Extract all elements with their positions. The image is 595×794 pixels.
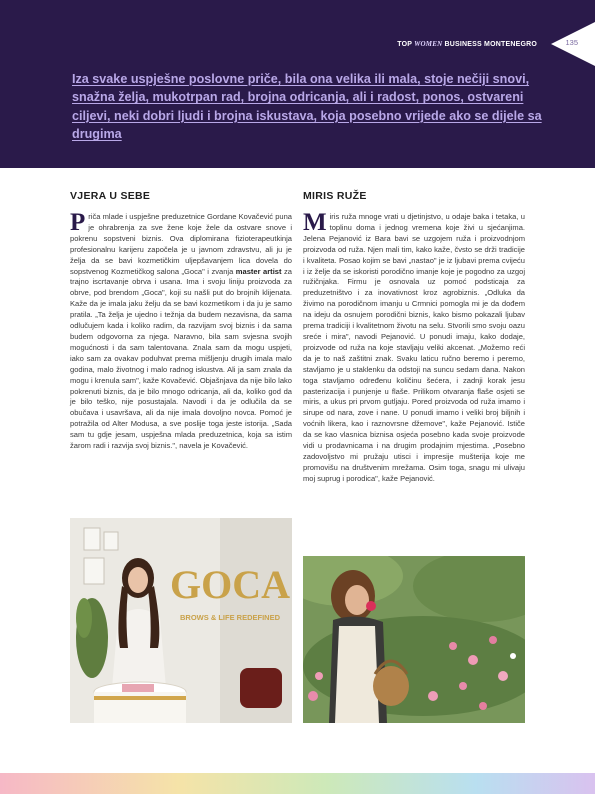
rose-garden-photo: [303, 556, 525, 723]
pull-quote: Iza svake uspješne poslovne priče, bila ona velika ili mala, stoje nečiji snovi, snažna želja, mukotrpan rad, brojna odricanja, ali i radost, ponos, ostvareni ciljevi, neki dobri ljudi i brojna iskustava, koja posebno vrijede ako se dijele sa drugima: [72, 72, 542, 142]
section-title-miris: MIRIS RUŽE: [303, 190, 367, 202]
header-banner: [0, 0, 595, 168]
rose-garden-illustration: [303, 556, 525, 723]
running-head-accent: WOMEN: [414, 40, 443, 48]
running-head-pre: TOP: [397, 41, 412, 48]
salon-sign-subtext: BROWS & LIFE REDEFINED: [180, 613, 281, 622]
right-column: [303, 190, 525, 485]
right-text: iris ruža mnoge vrati u djetinjstvo, u odaje baka i tetaka, u toplinu doma i jednog vremena koje živi u sjećanjima. Jelena Pejanović iz Bara bavi se uzgojem ruža i proizvodnjom proizvoda od ruža. Njen mali tim, kako kaže, čvsto se drži tradicije i kvaliteta. Posao kojim se bavi „nastao" je iz ljubavi prema cvijeću i iz želje da se iskoristi porodično imanje koje je pogodno za uzgoj ružičnjaka. Firmu je osnovala uz pomoć podsticaja za preduzetništvo i za inovativnost kroz agrobiznis. „Odluka da živimo na porodičnom imanju u Crmnici pomogla mi je da dođem na ideju da osnujem porodični biznis, kako bismo pokazali ljubav prema tradiciji i kvalitetnom životu na selu. Stvorili smo svoju oazu sreće i mira", navodi Pejanović. U ponudi imaju, kako dodaje, proizvode od ruža na koje stavljaju veliki akcenat. „Možemo reći da je to naš zaštitni znak. Svaku laticu ručno beremo i peremo, stavljamo je u staklenku da odstoji na suncu sedam dana. Nakon toga stavljamo određenu količinu šećera, i zadnji korak jesu pasterizacija i punjenje u flaše. Prilikom otvaranja flaše osjeti se miris, a ukus pri prvom gutljaju. Pored proizvoda od ruža imamo i sirupe od nara, zove i nane. U ponudi imamo i veliki broj biljnih i voćnih likera, kao i raznovrsne džemove", kaže Pejanović. Ističe da se kao vlasnica biznisa osjeća posebno kada svoje proizvode vidi u prodavnicama i na drugim prodajnim mjestima. „Posebno zadovoljstvo mi pružaju utisci i impresije mušterija koje me promovišu na društvenim mrežama. Osim toga, snagu mi ulivaju moj suprug i porodica", kaže Pejanović.: [303, 212, 525, 483]
page-number: 135: [565, 38, 578, 47]
left-text-1: riča mlade i uspješne preduzetnice Gordane Kovačević puna je ohrabrenja za sve žene koje žele da ostvare snove i pokrenu sopstveni biznis. Ova diplomirana fizioterapeutkinja profesionalnu karijeru započela je u javnom zdravstvu, ali ju je želja da se bavi kozmetičkim uljepšavanjem lica dovela do sopstvenog Kozmetičkog salona „Goca" i zvanja: [70, 212, 292, 276]
salon-illustration: [70, 518, 292, 723]
running-head-post: BUSINESS MONTENEGRO: [444, 41, 537, 48]
salon-sign-text: GOCA: [170, 562, 290, 607]
right-body-text: [303, 209, 525, 485]
dropcap-p: P: [70, 209, 86, 236]
salon-photo: [70, 518, 292, 723]
left-text-bold: master artist: [235, 266, 282, 276]
left-column: [70, 190, 292, 452]
left-body-text: [70, 209, 293, 452]
left-text-2: za trajno iscrtavanje obrva i usana. Ima i svoju liniju proizvoda za obrve, pod brendom „Goca", koji su našli put do brojnih klijenata. Kaže da je imala jaku želju da se bavi kozmetikom i da ju je samo pratila. „Ta želja je ujedno i težnja da budem nezavisna, da sama odlučujem kada i koliko radim, da razvijam svoj biznis i da sama budem odgovorna za njega. Naravno, bila sam svjesna svojih mogućnosti i da sam talentovana. Znala sam da mogu uspjeti, iako sam za ovakav poduhvat prema mišljenju drugih imala malo godina, malo životnog i malo radnog iskustva. Ali ja sam znala da mogu i krenula sam", kaže Kovačević. Objašnjava da nije bilo lako pokrenuti biznis, da je bilo mnogo odricanja, ali da, koliko god da je bilo teško, nije posustajala. Navodi i da je odlučila da se obučava i usavršava, ali da nije imala dovoljno novca. Pomoć je potražila od Alter Modusa, a sve poslije toga jeste istorija. „Sada sam tu gdje jesam, uspješna mlada preduzetnica, koja sa istim žarom radi i razvija svoj biznis.", navela je Kovačević.: [70, 266, 293, 451]
running-head: [397, 40, 537, 48]
footer-gradient-strip: [0, 773, 595, 794]
dropcap-m: M: [303, 209, 327, 236]
section-title-vjera: VJERA U SEBE: [70, 190, 151, 202]
